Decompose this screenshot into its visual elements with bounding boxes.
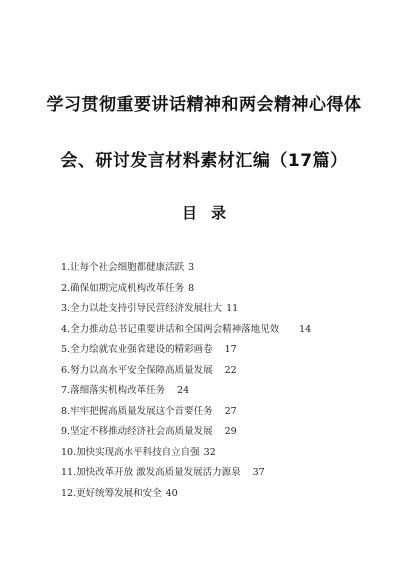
toc-item-page: 29 — [224, 426, 237, 437]
toc-item-page: 17 — [224, 344, 237, 355]
toc-item — [61, 443, 381, 464]
toc-item — [61, 381, 381, 402]
toc-item — [61, 422, 381, 443]
toc-item-page: 40 — [165, 487, 178, 499]
toc-item — [61, 484, 381, 505]
toc-item-page: 32 — [203, 446, 216, 458]
toc-item-text: 2.确保如期完成机构改革任务 — [61, 282, 185, 294]
toc-item-text: 11.加快改革开放 激发高质量发展活力源泉 — [61, 467, 241, 478]
toc-item — [61, 299, 381, 320]
toc-item — [61, 361, 381, 382]
toc-item-text: 12.更好统筹发展和安全 — [61, 487, 162, 499]
toc-item-text: 1.让每个社会细胞都健康活跃 — [61, 262, 185, 273]
toc-item — [61, 340, 381, 361]
toc-item-text: 8.牢牢把握高质量发展这个首要任务 — [61, 405, 213, 417]
toc-heading: 目录 — [181, 204, 240, 222]
toc-item-text: 3.全力以赴支持引导民营经济发展壮大 — [61, 303, 223, 314]
toc-item-text: 9.坚定不移推动经济社会高质量发展 — [61, 426, 213, 437]
toc-item — [61, 258, 381, 279]
toc-item-text: 6.努力以高水平安全保障高质量发展 — [61, 364, 213, 376]
toc-item-text: 10.加快实现高水平科技自立自强 — [61, 446, 200, 458]
toc-item-text: 5.全力绘就农业强省建设的精彩画卷 — [61, 344, 213, 355]
toc-item — [61, 279, 381, 300]
document-title-line-2: 会、研讨发言材料素材汇编（17篇） — [60, 151, 348, 171]
document-title-line-1: 学习贯彻重要讲话精神和两会精神心得体 — [46, 95, 362, 115]
toc-item-page: 8 — [188, 282, 195, 294]
toc-item-text: 4.全力推动总书记重要讲话和全国两会精神落地见效 — [61, 323, 280, 335]
toc-item-text: 7.落细落实机构改革任务 — [61, 385, 166, 396]
toc-item — [61, 463, 381, 484]
toc-item-page: 3 — [188, 262, 195, 273]
toc-item-page: 11 — [226, 303, 239, 314]
toc-item-page: 27 — [224, 405, 237, 417]
toc-item-page: 37 — [252, 467, 265, 478]
table-of-contents — [61, 258, 381, 504]
toc-item-page: 24 — [177, 385, 190, 396]
toc-item — [61, 402, 381, 423]
toc-item — [61, 320, 381, 341]
toc-item-page: 14 — [299, 323, 312, 335]
toc-item-page: 22 — [224, 364, 237, 376]
